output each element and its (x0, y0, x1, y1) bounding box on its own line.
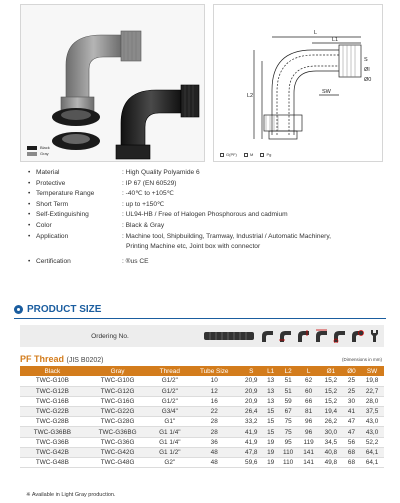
table-cell: 26,2 (319, 417, 343, 427)
table-cell: TWC-G16B (20, 396, 85, 406)
elbow-l2-icon (294, 326, 312, 346)
table-cell: 19 (263, 437, 278, 447)
legend-gray: Gray (27, 151, 50, 157)
table-cell: TWC-G36BB (20, 427, 85, 437)
table-cell: TWC-G22B (20, 407, 85, 417)
column-header: Gray (85, 366, 151, 376)
elbow-l1-icon (276, 326, 294, 346)
table-cell: 40,8 (319, 447, 343, 457)
table-cell: 10 (189, 376, 239, 386)
table-cell: 41,9 (239, 437, 263, 447)
table-cell: 13 (263, 386, 278, 396)
table-cell: 28 (189, 417, 239, 427)
section-title: PRODUCT SIZE (14, 304, 101, 315)
table-cell: 62 (298, 376, 319, 386)
dim-O1: ØI (364, 67, 370, 73)
table-cell: 51 (278, 386, 298, 396)
table-cell: 41,9 (239, 427, 263, 437)
table-cell: 37,5 (360, 407, 384, 417)
conduit-tube-icon (200, 326, 258, 346)
table-cell: 12 (189, 386, 239, 396)
product-photo (20, 4, 205, 162)
table-cell: 30,0 (319, 427, 343, 437)
column-header: Thread (151, 366, 190, 376)
table-cell: TWC-G42B (20, 447, 85, 457)
column-header: S (239, 366, 263, 376)
table-cell: 59 (278, 396, 298, 406)
table-cell: 16 (189, 396, 239, 406)
footnote: ※ Available in Light Gray production. (26, 492, 116, 498)
table-cell: 141 (298, 458, 319, 468)
table-cell: 20,9 (239, 386, 263, 396)
table-cell: 64,1 (360, 458, 384, 468)
table-cell: 26,4 (239, 407, 263, 417)
table-cell: TWC-G36BG (85, 427, 151, 437)
wrench-icon (366, 326, 384, 346)
column-header: Ø0 (343, 366, 360, 376)
table-cell: 15 (263, 427, 278, 437)
table-cell: TWC-G28G (85, 417, 151, 427)
table-cell: 68 (343, 458, 360, 468)
table-cell: TWC-G12G (85, 386, 151, 396)
table-cell: TWC-G48G (85, 458, 151, 468)
table-cell: G1 1/2" (151, 447, 190, 457)
table-cell: G1/2" (151, 396, 190, 406)
table-cell: 15,2 (319, 386, 343, 396)
spec-application: • Application : Machine tool, Shipbuilding, Tramway, Industrial / Automatic Machinery, (28, 232, 332, 240)
column-header: L (298, 366, 319, 376)
dim-L1: L1 (332, 37, 339, 43)
table-cell: 81 (298, 407, 319, 417)
elbow-l-icon (312, 326, 330, 346)
table-cell: 34,5 (319, 437, 343, 447)
gray-swatch (27, 152, 37, 156)
table-cell: 15,2 (319, 396, 343, 406)
ordering-icons (200, 326, 384, 346)
elbow-o0-icon (348, 326, 366, 346)
table-cell: 68 (343, 447, 360, 457)
table-cell: 47 (343, 427, 360, 437)
table-row (20, 437, 384, 447)
spec-list (28, 168, 388, 267)
table-row (20, 396, 384, 406)
table-cell: 47 (343, 417, 360, 427)
spec-temperature: • Temperature Range : -40℃ to +105℃ (28, 190, 175, 198)
spec-short-term: • Short Term : up to +150℃ (28, 200, 165, 208)
thread-key-pg: Pg (260, 152, 271, 157)
table-cell: 110 (278, 447, 298, 457)
table-cell: G3/4" (151, 407, 190, 417)
dim-SW: SW (322, 89, 331, 95)
dim-L2: L2 (247, 93, 254, 99)
column-header: Black (20, 366, 85, 376)
table-cell: 15,2 (319, 376, 343, 386)
table-cell: 19 (263, 458, 278, 468)
table-cell: 51 (278, 376, 298, 386)
column-header: L1 (263, 366, 278, 376)
color-legend (27, 145, 50, 157)
spec-certification: • Certification : ®us CE (28, 257, 149, 265)
table-cell: 13 (263, 396, 278, 406)
table-cell: 20,9 (239, 396, 263, 406)
table-cell: G1 1/4" (151, 427, 190, 437)
section-bullet-icon (14, 305, 23, 314)
table-cell: 59,6 (239, 458, 263, 468)
table-cell: 41 (343, 407, 360, 417)
thread-key-gpf: G(PF) (220, 152, 237, 157)
spec-color: • Color : Black & Gray (28, 221, 165, 229)
table-cell: 19,4 (319, 407, 343, 417)
table-header-row (20, 366, 384, 376)
table-cell: G1" (151, 417, 190, 427)
black-swatch (27, 146, 37, 150)
table-cell: 96 (298, 417, 319, 427)
table-cell: G1 1/4" (151, 437, 190, 447)
table-cell: 22 (189, 407, 239, 417)
table-cell: 48 (189, 447, 239, 457)
table-cell: 95 (278, 437, 298, 447)
table-cell: 141 (298, 447, 319, 457)
column-header: SW (360, 366, 384, 376)
column-header: Ø1 (319, 366, 343, 376)
table-cell: 33,2 (239, 417, 263, 427)
table-cell: G1/2" (151, 376, 190, 386)
table-row (20, 458, 384, 468)
table-cell: 43,0 (360, 427, 384, 437)
table-cell: 28 (189, 427, 239, 437)
table-cell: 67 (278, 407, 298, 417)
table-cell: 15 (263, 417, 278, 427)
table-cell: 64,1 (360, 447, 384, 457)
table-cell: 49,8 (319, 458, 343, 468)
table-cell: 43,0 (360, 417, 384, 427)
thread-key (220, 152, 277, 157)
table-cell: 19 (263, 447, 278, 457)
table-cell: 19,8 (360, 376, 384, 386)
dim-S: S (364, 57, 368, 63)
table-cell: 75 (278, 427, 298, 437)
table-cell: 48 (189, 458, 239, 468)
table-cell: 52,2 (360, 437, 384, 447)
table-cell: 13 (263, 376, 278, 386)
dimension-note: (Dimensions in mm) (341, 357, 382, 362)
table-cell: G1/2" (151, 386, 190, 396)
dim-O0: Ø0 (364, 77, 372, 83)
elbow-fittings-image (21, 5, 206, 163)
table-cell: 60 (298, 386, 319, 396)
dim-L: L (314, 30, 318, 36)
table-cell: 30 (343, 396, 360, 406)
ordering-label: Ordering No. (91, 332, 129, 340)
table-cell: TWC-G48B (20, 458, 85, 468)
table-row (20, 386, 384, 396)
section-divider (14, 318, 386, 319)
table-cell: TWC-G36G (85, 437, 151, 447)
table-cell: TWC-G10G (85, 376, 151, 386)
table-row (20, 447, 384, 457)
table-row (20, 407, 384, 417)
ordering-bar (20, 325, 384, 347)
table-cell: TWC-G22G (85, 407, 151, 417)
table-cell: TWC-G42G (85, 447, 151, 457)
table-cell: 110 (278, 458, 298, 468)
dimension-drawing (213, 4, 383, 162)
table-row (20, 427, 384, 437)
elbow-o1-icon (330, 326, 348, 346)
column-header: Tube Size (189, 366, 239, 376)
table-title: PF Thread (JIS B0202) (20, 354, 104, 364)
table-cell: TWC-G10B (20, 376, 85, 386)
thread-key-m: M (244, 152, 253, 157)
table-cell: 47,8 (239, 447, 263, 457)
table-cell: 66 (298, 396, 319, 406)
table-cell: 20,9 (239, 376, 263, 386)
table-row (20, 417, 384, 427)
table-cell: G2" (151, 458, 190, 468)
table-cell: 75 (278, 417, 298, 427)
table-cell: TWC-G16G (85, 396, 151, 406)
spec-self-extinguishing: • Self-Extinguishing : UL94-HB / Free of Halogen Phosphorous and cadmium (28, 211, 288, 219)
table-row (20, 376, 384, 386)
spec-application-cont: Printing Machine etc, Joint box with connector (126, 243, 261, 251)
table-cell: 56 (343, 437, 360, 447)
table-cell: 36 (189, 437, 239, 447)
table-cell: 28,0 (360, 396, 384, 406)
spec-material: • Material : High Quality Polyamide 6 (28, 169, 200, 176)
legend-black: Black (27, 145, 50, 151)
table-cell: 96 (298, 427, 319, 437)
table-cell: TWC-G12B (20, 386, 85, 396)
table-cell: TWC-G28B (20, 417, 85, 427)
product-size-table (20, 366, 384, 468)
column-header: L2 (278, 366, 298, 376)
elbow-technical-drawing (214, 5, 384, 163)
table-cell: TWC-G36B (20, 437, 85, 447)
spec-protective: • Protective : IP 67 (EN 60529) (28, 179, 177, 187)
table-cell: 15 (263, 407, 278, 417)
table-cell: 25 (343, 376, 360, 386)
table-cell: 119 (298, 437, 319, 447)
table-cell: 25 (343, 386, 360, 396)
table-cell: 22,7 (360, 386, 384, 396)
elbow-s-icon (258, 326, 276, 346)
